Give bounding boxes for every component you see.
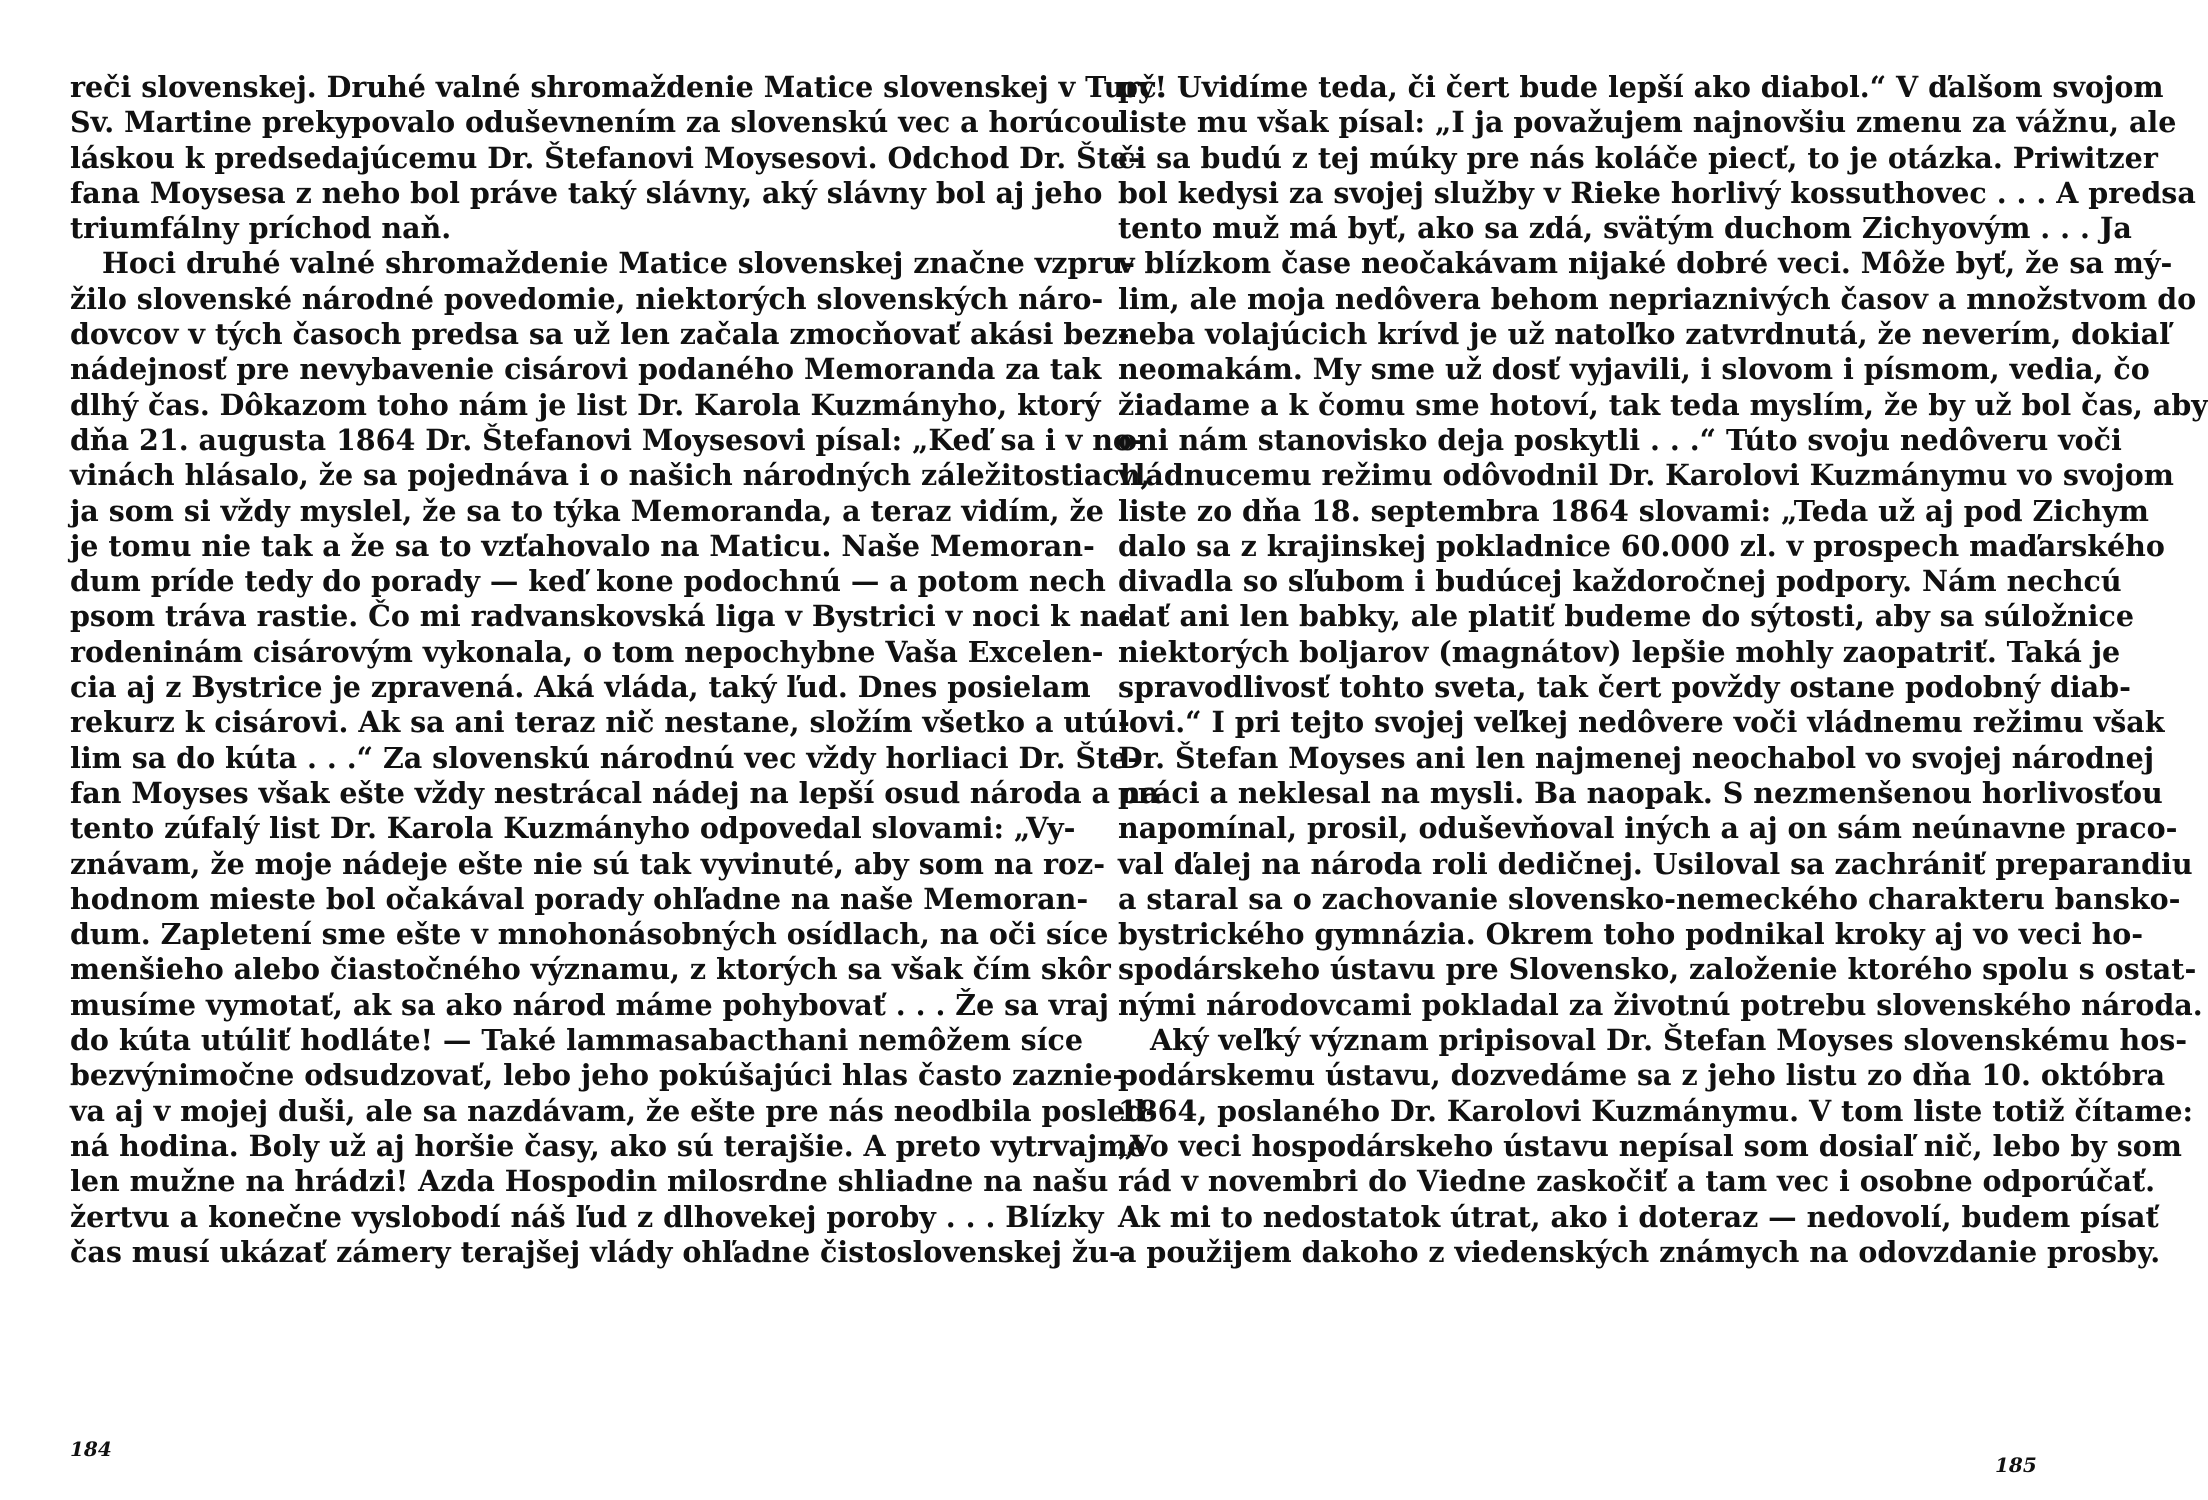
text-line: do kúta utúliť hodláte! — Také lammasabacthani nemôžem síce — [70, 1023, 1084, 1058]
text-line: fana Moysesa z neho bol práve taký slávny, aký slávny bol aj jeho — [70, 175, 1103, 210]
text-line: žertvu a konečne vyslobodí náš ľud z dlhovekej poroby . . . Blízky — [70, 1199, 1104, 1234]
text-line: Hoci druhé valné shromaždenie Matice slovenskej značne vzpru- — [102, 246, 1135, 281]
text-line: rád v novembri do Viedne zaskočiť a tam vec i osobne odporúčať. — [1118, 1164, 2156, 1199]
text-line: žilo slovenské národné povedomie, niektorých slovenských náro- — [70, 281, 1104, 316]
text-line: lim, ale moja nedôvera behom nepriaznivých časov a množstvom do — [1118, 281, 2197, 316]
text-line: tento muž má byť, ako sa zdá, svätým duchom Zichyovým . . . Ja — [1118, 211, 2132, 246]
text-line: Aký veľký význam pripisoval Dr. Štefan Moyses slovenskému hos- — [1150, 1023, 2188, 1058]
page-number-right: 185 — [1995, 1453, 2037, 1477]
text-line: dum. Zapletení sme ešte v mnohonásobných osídlach, na oči síce — [70, 917, 1109, 952]
text-line: ja som si vždy myslel, že sa to týka Memoranda, a teraz vidím, že — [70, 493, 1104, 528]
text-line: spravodlivosť tohto sveta, tak čert povždy ostane podobný diab- — [1118, 670, 2131, 705]
text-line: divadla so sľubom i budúcej každoročnej podpory. Nám nechcú — [1118, 564, 2122, 599]
text-line: dum príde tedy do porady — keď kone podochnú — a potom nech — [70, 564, 1106, 599]
page-number-left: 184 — [70, 1437, 112, 1461]
text-line: ná hodina. Boly už aj horšie časy, ako sú terajšie. A preto vytrvajme — [70, 1128, 1146, 1163]
text-line: dlhý čas. Dôkazom toho nám je list Dr. Karola Kuzmányho, ktorý — [70, 387, 1101, 422]
text-line: čas musí ukázať zámery terajšej vlády ohľadne čistoslovenskej žu- — [70, 1234, 1121, 1269]
text-line: musíme vymotať, ak sa ako národ máme pohybovať . . . Že sa vraj — [70, 987, 1109, 1022]
text-line: dňa 21. augusta 1864 Dr. Štefanovi Moysesovi písal: „Keď sa i v no- — [70, 422, 1144, 457]
text-line: py! Uvidíme teda, či čert bude lepší ako diabol.“ V ďalšom svojom — [1118, 70, 2164, 104]
text-line: vinách hlásalo, že sa pojednáva i o našich národných záležitostiach, — [70, 458, 1151, 493]
text-line: a použijem dakoho z viedenských známych na odovzdanie prosby. — [1118, 1234, 2161, 1269]
right-page — [1118, 70, 2208, 1270]
text-line: va aj v mojej duši, ale sa nazdávam, že ešte pre nás neodbila posled- — [70, 1093, 1158, 1128]
text-line: neomakám. My sme už dosť vyjavili, i slovom i písmom, vedia, čo — [1118, 352, 2150, 387]
text-line: spodárskeho ústavu pre Slovensko, založenie ktorého spolu s ostat- — [1118, 952, 2197, 987]
text-line: 1864, poslaného Dr. Karolovi Kuzmánymu. V tom liste totiž čítame: — [1118, 1093, 2194, 1128]
text-line: dalo sa z krajinskej pokladnice 60.000 zl. v prospech maďarského — [1118, 528, 2165, 563]
text-line: triumfálny príchod naň. — [70, 211, 452, 246]
text-line: Sv. Martine prekypovalo oduševnením za slovenskú vec a horúcou — [70, 105, 1122, 140]
text-line: psom tráva rastie. Čo mi radvanskovská liga v Bystrici v noci k na- — [70, 599, 1131, 634]
text-line: podárskemu ústavu, dozvedáme sa z jeho listu zo dňa 10. októbra — [1118, 1058, 2166, 1093]
text-line: bezvýnimočne odsudzovať, lebo jeho pokúšajúci hlas často zaznie- — [70, 1058, 1125, 1093]
text-line: láskou k predsedajúcemu Dr. Štefanovi Moysesovi. Odchod Dr. Šte- — [70, 140, 1140, 175]
text-line: reči slovenskej. Druhé valné shromaždenie Matice slovenskej v Turč. — [70, 70, 1167, 104]
text-line: lim sa do kúta . . .“ Za slovenskú národnú vec vždy horliaci Dr. Šte- — [70, 740, 1140, 775]
text-line: menšieho alebo čiastočného významu, z ktorých sa však čím skôr — [70, 952, 1111, 987]
text-line: Ak mi to nedostatok útrat, ako i doteraz — nedovolí, budem písať — [1118, 1199, 2159, 1234]
text-line: vládnucemu režimu odôvodnil Dr. Karolovi Kuzmánymu vo svojom — [1118, 458, 2174, 493]
text-line: v blízkom čase neočakávam nijaké dobré veci. Môže byť, že sa mý- — [1118, 246, 2173, 281]
text-line: či sa budú z tej múky pre nás koláče piecť, to je otázka. Priwitzer — [1118, 140, 2158, 175]
text-line: znávam, že moje nádeje ešte nie sú tak vyvinuté, aby som na roz- — [70, 846, 1106, 881]
text-line: rekurz k cisárovi. Ak sa ani teraz nič nestane, složím všetko a utú- — [70, 705, 1130, 740]
text-line: „Vo veci hospodárskeho ústavu nepísal som dosiaľ nič, lebo by som — [1118, 1128, 2182, 1163]
text-line: napomínal, prosil, oduševňoval iných a aj on sám neúnavne praco- — [1118, 811, 2178, 846]
text-line: nádejnosť pre nevybavenie cisárovi podaného Memoranda za tak — [70, 352, 1102, 387]
text-line: tento zúfalý list Dr. Karola Kuzmányho odpovedal slovami: „Vy- — [70, 811, 1076, 846]
text-line: oni nám stanovisko deja poskytli . . .“ Túto svoju nedôveru voči — [1118, 422, 2122, 457]
text-line: niektorých boljarov (magnátov) lepšie mohly zaopatriť. Taká je — [1118, 634, 2121, 669]
text-line: nými národovcami pokladal za životnú potrebu slovenského národa. — [1118, 987, 2203, 1022]
text-line: liste mu však písal: „I ja považujem najnovšiu zmenu za vážnu, ale — [1118, 105, 2177, 140]
text-line: fan Moyses však ešte vždy nestrácal nádej na lepší osud národa a na — [70, 775, 1160, 810]
text-line: Dr. Štefan Moyses ani len najmenej neochabol vo svojej národnej — [1118, 740, 2155, 775]
text-line: val ďalej na národa roli dedičnej. Usiloval sa zachrániť preparandiu — [1118, 846, 2193, 881]
text-line: cia aj z Bystrice je zpravená. Aká vláda, taký ľud. Dnes posielam — [70, 670, 1091, 705]
text-line: bystrického gymnázia. Okrem toho podnikal kroky aj vo veci ho- — [1118, 917, 2144, 952]
text-line: dať ani len babky, ale platiť budeme do sýtosti, aby sa súložnice — [1118, 599, 2134, 634]
text-line: žiadame a k čomu sme hotoví, tak teda myslím, že by už bol čas, aby — [1118, 387, 2208, 422]
text-line: len mužne na hrádzi! Azda Hospodin milosrdne shliadne na našu — [70, 1164, 1109, 1199]
text-line: liste zo dňa 18. septembra 1864 slovami: „Teda už aj pod Zichym — [1118, 493, 2149, 528]
left-page — [70, 70, 1167, 1270]
text-line: neba volajúcich krívd je už natoľko zatvrdnutá, že neverím, dokiaľ — [1118, 317, 2170, 352]
text-line: bol kedysi za svojej služby v Rieke horlivý kossuthovec . . . A predsa — [1118, 175, 2196, 210]
text-line: lovi.“ I pri tejto svojej veľkej nedôvere voči vládnemu režimu však — [1118, 705, 2165, 740]
text-line: dovcov v tých časoch predsa sa už len začala zmocňovať akási bez- — [70, 317, 1130, 352]
text-line: je tomu nie tak a že sa to vzťahovalo na Maticu. Naše Memoran- — [70, 528, 1095, 563]
text-line: a staral sa o zachovanie slovensko-nemeckého charakteru bansko- — [1118, 881, 2181, 916]
text-line: hodnom mieste bol očakával porady ohľadne na naše Memoran- — [70, 881, 1089, 916]
text-line: práci a neklesal na mysli. Ba naopak. S nezmenšenou horlivosťou — [1118, 775, 2163, 810]
text-line: rodeninám cisárovým vykonala, o tom nepochybne Vaša Excelen- — [70, 634, 1104, 669]
